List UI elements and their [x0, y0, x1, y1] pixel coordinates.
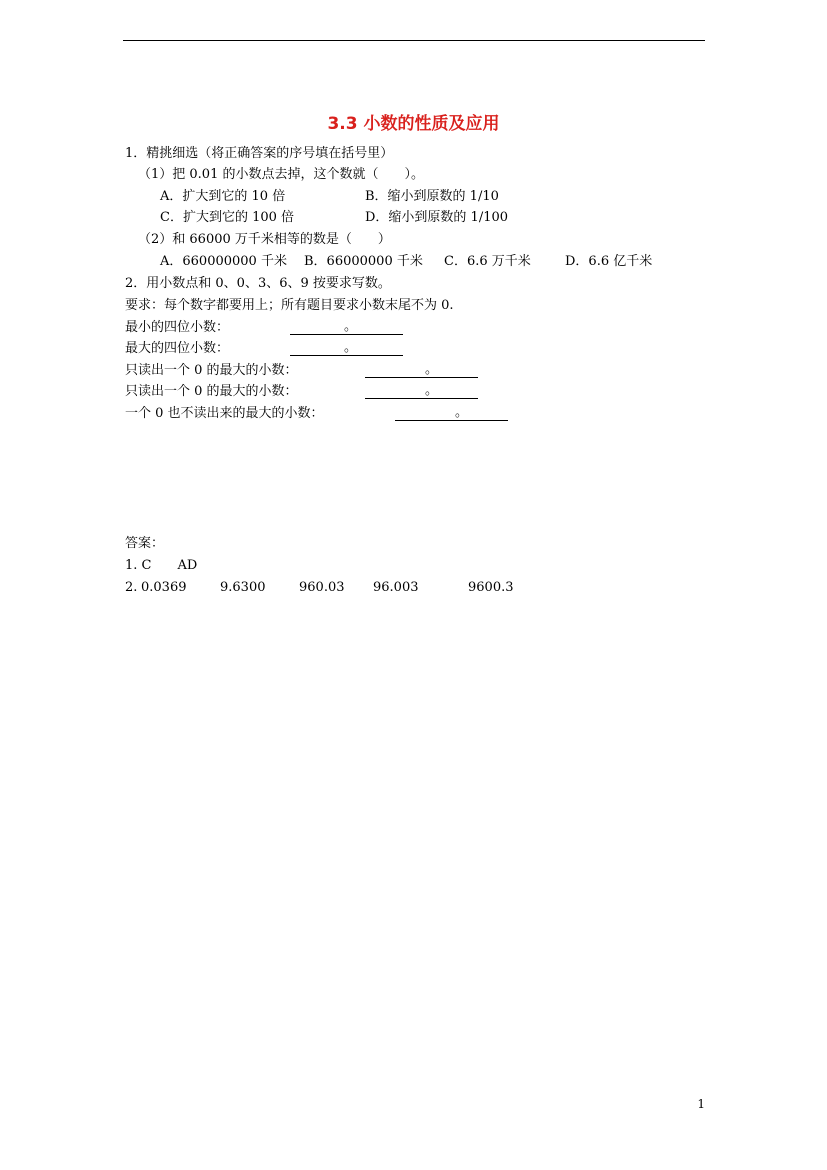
period-mark: 。	[425, 383, 439, 398]
period-mark: 。	[455, 405, 469, 420]
q1-sub1-option-a: A．扩大到它的 10 倍	[160, 189, 286, 204]
page-title: 3.3 小数的性质及应用	[327, 114, 500, 134]
q1-sub2-option-b: B．66000000 千米	[304, 254, 423, 269]
q1-sub1-option-d: D．缩小到原数的 1/100	[365, 210, 509, 225]
answer-value: 0.0369	[141, 580, 187, 595]
answers-line-1: 1. C AD	[125, 558, 198, 573]
q2-answer-blank[interactable]	[365, 384, 478, 404]
answer-value: 96.003	[373, 580, 419, 595]
answer-value: 9600.3	[468, 580, 514, 595]
q2-item-label: 一个 0 也不读出来的最大的小数：	[125, 406, 324, 421]
q1-sub1-stem: （1）把 0.01 的小数点去掉，这个数就（ ）。	[138, 167, 424, 182]
period-mark: 。	[344, 319, 358, 334]
page-number: 1	[697, 1097, 705, 1111]
header-rule	[123, 40, 705, 41]
period-mark: 。	[425, 362, 439, 377]
q2-item-label: 最大的四位小数：	[125, 341, 230, 356]
q2-answer-blank[interactable]	[290, 341, 403, 361]
period-mark: 。	[344, 340, 358, 355]
q1-heading: 1．精挑细选（将正确答案的序号填在括号里）	[125, 146, 394, 161]
q1-sub2-option-a: A．660000000 千米	[160, 254, 287, 269]
answer-value: 9.6300	[220, 580, 266, 595]
q2-heading: 2．用小数点和 0、0、3、6、9 按要求写数。	[125, 276, 391, 291]
answers-line-2-prefix: 2.	[125, 580, 138, 595]
q1-sub2-option-c: C．6.6 万千米	[444, 254, 531, 269]
q2-item-label: 只读出一个 0 的最大的小数：	[125, 363, 298, 378]
q2-answer-blank[interactable]	[290, 320, 403, 340]
answer-value: 960.03	[299, 580, 345, 595]
q1-sub1-option-c: C．扩大到它的 100 倍	[160, 210, 295, 225]
answers-heading: 答案：	[125, 536, 165, 551]
q2-item-label: 只读出一个 0 的最大的小数：	[125, 384, 298, 399]
q2-item-label: 最小的四位小数：	[125, 320, 230, 335]
q2-answer-blank[interactable]	[365, 363, 478, 383]
q1-sub2-option-d: D．6.6 亿千米	[565, 254, 653, 269]
q1-sub1-option-b: B．缩小到原数的 1/10	[365, 189, 499, 204]
q1-sub2-stem: （2）和 66000 万千米相等的数是（ ）	[138, 232, 391, 247]
q2-requirement: 要求：每个数字都要用上；所有题目要求小数末尾不为 0.	[125, 298, 454, 313]
q2-answer-blank[interactable]	[395, 406, 508, 426]
